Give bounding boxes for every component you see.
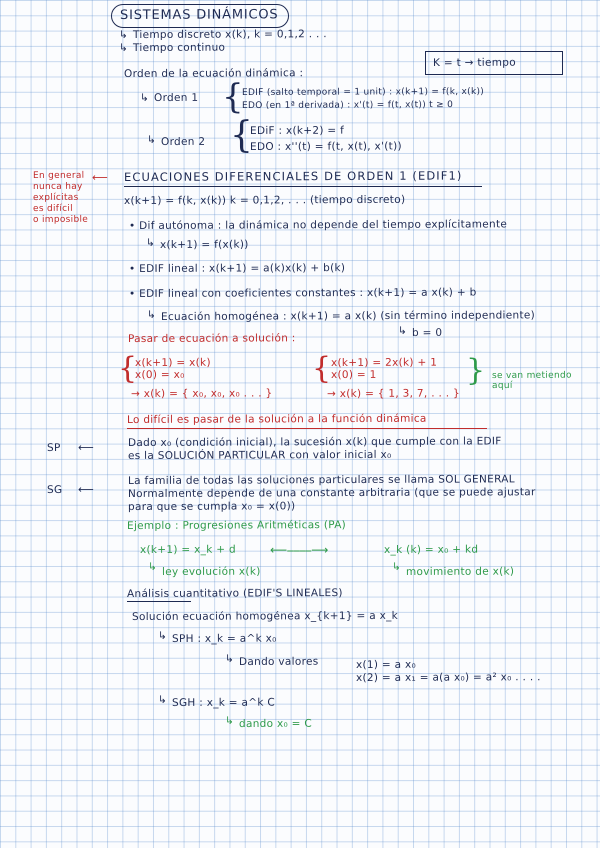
- autonomous-equation: x(k+1) = f(x(k)): [159, 238, 249, 251]
- order1-edo: EDO (en 1ª derivada) : x'(t) = f(t, x(t)) t ≥ 0: [241, 100, 454, 111]
- example2-line: x(k+1) = 2x(k) + 1: [330, 356, 438, 369]
- discrete-time-line: Tiempo discreto x(k), k = 0,1,2 . . .: [132, 28, 327, 41]
- example2-curly: }: [466, 353, 486, 388]
- order2-brace: {: [230, 115, 253, 156]
- homogeneous-definition: Ecuación homogénea : x(k+1) = a x(k) (sin término independiente): [160, 309, 536, 323]
- section-title-underline: [124, 186, 482, 187]
- example-pa-right-sub: movimiento de x(k): [405, 565, 515, 578]
- example-pa-double-arrow: ⟵⎯⎯⎯⎯⟶: [270, 543, 329, 557]
- arrow-glyph: ↳: [146, 133, 157, 146]
- sgh-sub: dando x₀ = C: [238, 717, 313, 730]
- example2-brace: {: [312, 351, 332, 386]
- example1-line: x(0) = x₀: [134, 368, 185, 381]
- arrow-glyph: ↳: [157, 629, 168, 642]
- arrow-glyph: ↳: [145, 236, 156, 249]
- side-note-line: En general: [32, 170, 85, 181]
- analysis-underline: [127, 601, 191, 602]
- sph-formula: SPH : x_k = a^k x₀: [171, 632, 277, 645]
- side-note-line: o imposible: [32, 214, 89, 225]
- example-pa-left-sub: ley evolución x(k): [161, 565, 261, 578]
- arrow-glyph: ↳: [118, 28, 129, 41]
- order1-edif: EDIF (salto temporal = 1 unit) : x(k+1) = f(k, x(k)): [241, 86, 485, 98]
- value-x2: x(2) = a x₁ = a(a x₀) = a² x₀ . . . .: [355, 671, 541, 684]
- edif1-general-form: x(k+1) = f(k, x(k)) k = 0,1,2, . . . (tiempo discreto): [123, 193, 406, 207]
- arrow-glyph: ↳: [224, 714, 235, 727]
- homogeneous-b-zero: b = 0: [411, 326, 443, 339]
- sp-label: SP: [46, 441, 61, 454]
- side-note-arrow: ⟵: [92, 171, 108, 184]
- example2-note: se van metiendo aquí: [491, 370, 572, 392]
- difficult-statement: Lo difícil es pasar de la solución a la función dinámica: [126, 412, 427, 426]
- arrow-glyph: ↳: [391, 560, 402, 573]
- order2-edo: EDO : x''(t) = f(t, x(t), x'(t)): [249, 140, 402, 153]
- sg-arrow: ⟵: [78, 483, 94, 496]
- arrow-glyph: ↳: [146, 308, 157, 321]
- example-pa-right: x_k (k) = x₀ + kd: [383, 543, 479, 556]
- side-note-line: es difícil: [32, 203, 73, 214]
- example1-brace: {: [118, 351, 138, 386]
- example-pa-left: x(k+1) = x_k + d: [139, 543, 236, 556]
- arrow-glyph: ↳: [147, 560, 158, 573]
- difficult-underline: [127, 428, 487, 429]
- to-solution-heading: Pasar de ecuación a solución :: [127, 332, 296, 345]
- analysis-item1: Solución ecuación homogénea x_{k+1} = a x_k: [131, 609, 399, 623]
- order2-label: Orden 2: [160, 135, 206, 148]
- continuous-time-line: Tiempo continuo: [132, 41, 226, 54]
- order1-label: Orden 1: [153, 91, 199, 104]
- linear-const-definition: • EDIF lineal con coeficientes constantes : x(k+1) = a x(k) + b: [128, 286, 477, 300]
- arrow-glyph: ↳: [224, 652, 235, 665]
- side-note-line: nunca hay: [32, 181, 83, 192]
- arrow-glyph: ↳: [157, 693, 168, 706]
- analysis-title: Análisis cuantitativo (EDIF'S LINEALES): [126, 587, 343, 600]
- example1-result: → x(k) = { x₀, x₀, x₀ . . . }: [130, 387, 273, 400]
- sp-arrow: ⟵: [78, 441, 94, 454]
- sp-definition-line: es la SOLUCIÓN PARTICULAR con valor inicial x₀: [127, 448, 392, 462]
- linear-definition: • EDIF lineal : x(k+1) = a(k)x(k) + b(k): [128, 262, 346, 275]
- example-pa-title: Ejemplo : Progresiones Aritméticas (PA): [126, 519, 347, 532]
- example1-line: x(k+1) = x(k): [134, 356, 211, 369]
- side-note-line: explícitas: [32, 192, 79, 203]
- sgh-formula: SGH : x_k = a^k C: [171, 696, 276, 709]
- arrow-glyph: ↳: [397, 324, 408, 337]
- sg-label: SG: [46, 483, 63, 496]
- arrow-glyph: ↳: [118, 41, 129, 54]
- arrow-glyph: ↳: [139, 91, 150, 104]
- autonomous-definition: • Dif autónoma : la dinámica no depende del tiempo explícitamente: [128, 218, 508, 232]
- order2-edif: EDiF : x(k+2) = f: [249, 124, 345, 137]
- example2-result: → x(k) = { 1, 3, 7, . . . }: [326, 387, 461, 400]
- order1-brace: {: [222, 77, 244, 117]
- order-heading: Orden de la ecuación dinámica :: [123, 67, 304, 80]
- giving-values-label: Dando valores: [238, 655, 319, 668]
- sp-definition-line: Dado x₀ (condición inicial), la sucesión x(k) que cumple con la EDIF: [127, 435, 502, 449]
- sg-definition-line: Normalmente depende de una constante arbitraria (que se puede ajustar: [127, 486, 536, 500]
- value-x1: x(1) = a x₀: [355, 658, 417, 671]
- page-title: SISTEMAS DINÁMICOS: [119, 7, 279, 23]
- section-title-edif1: ECUACIONES DIFERENCIALES DE ORDEN 1 (EDIF1): [123, 168, 463, 184]
- sg-definition-line: La familia de todas las soluciones particulares se llama SOL GENERAL: [127, 473, 515, 487]
- example2-line: x(0) = 1: [330, 368, 377, 381]
- sg-definition-line: para que se cumpla x₀ = x(0)): [127, 500, 296, 513]
- k-equals-t-text: K = t → tiempo: [432, 56, 516, 69]
